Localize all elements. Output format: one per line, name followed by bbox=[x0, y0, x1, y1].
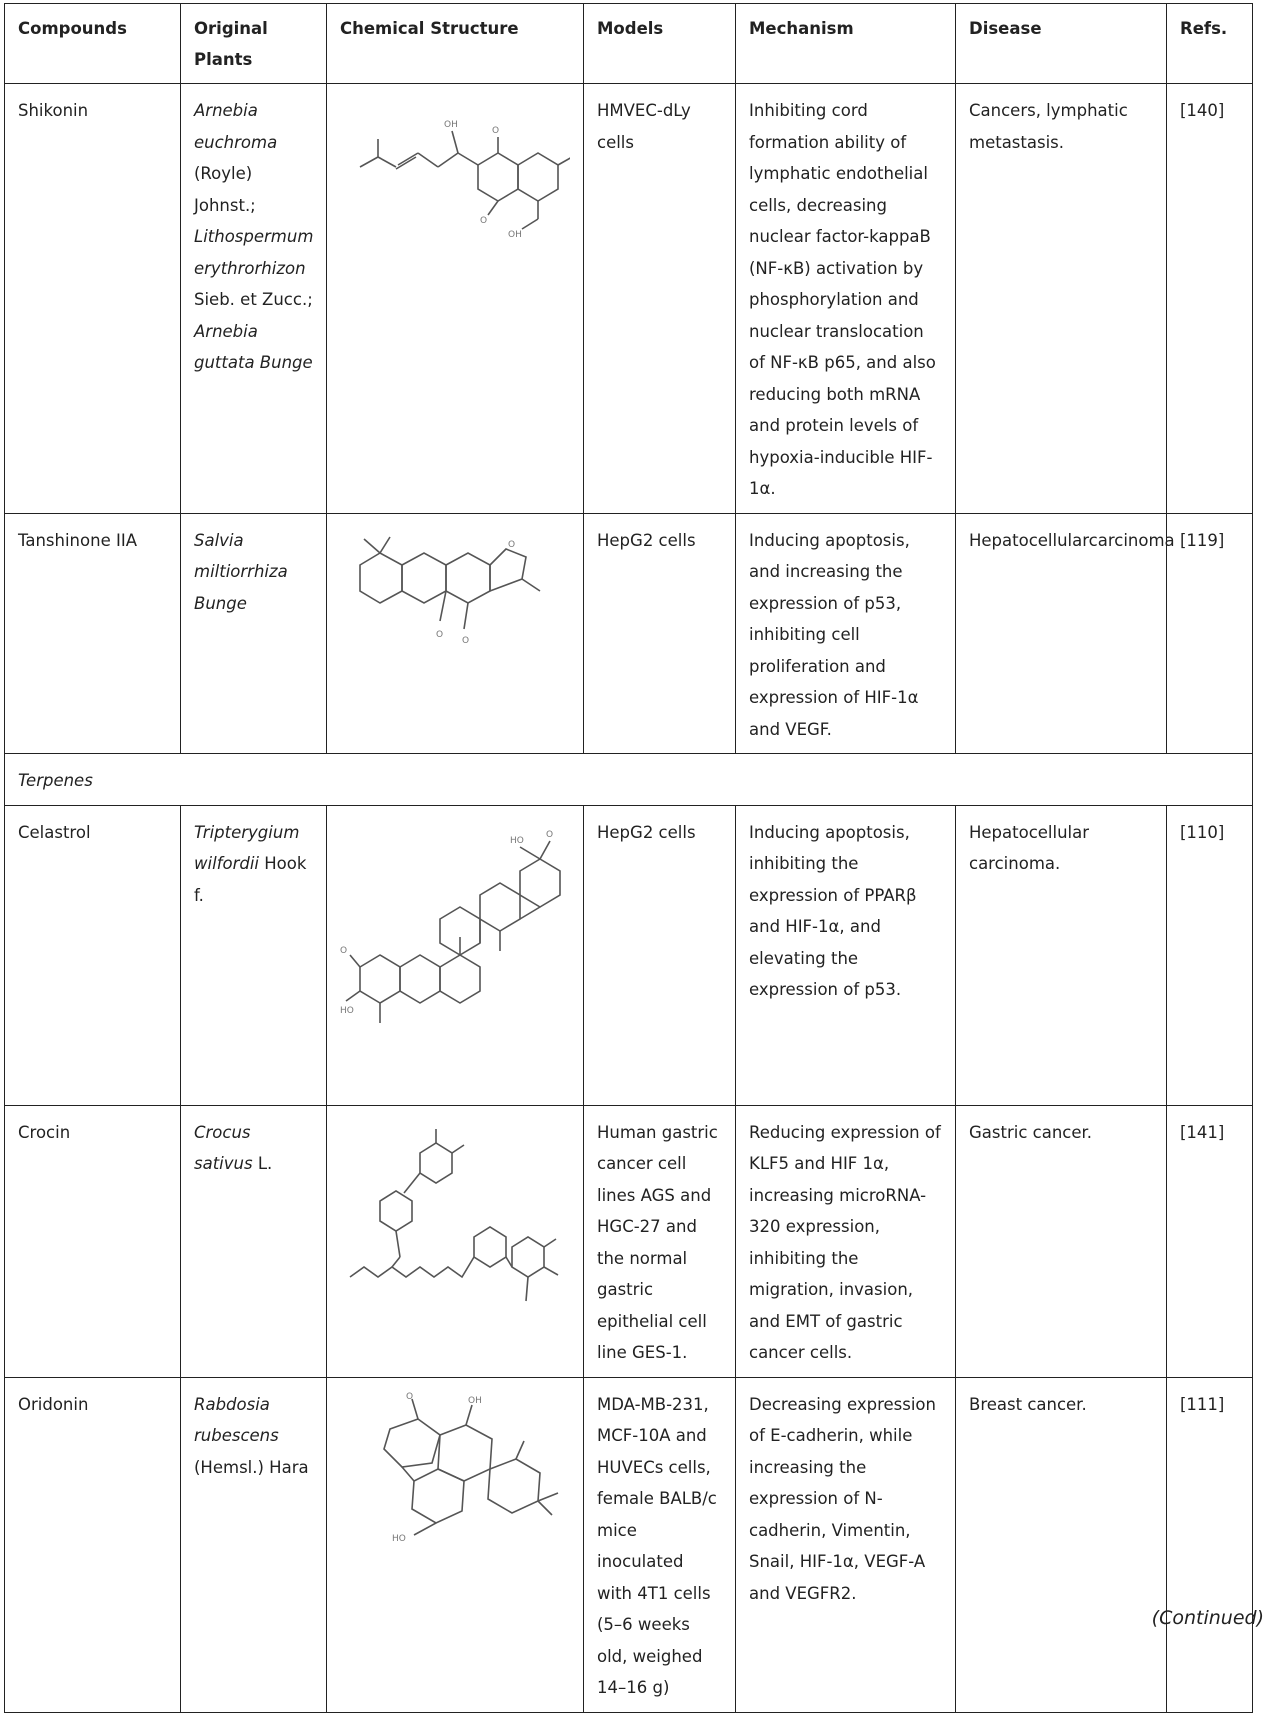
mechanism: Reducing expression of KLF5 and HIF 1α, increasing microRNA-320 expression, inhibiting the migration, invasion, and EMT of gastric cancer cells. bbox=[736, 1105, 956, 1377]
header-row bbox=[5, 4, 1253, 84]
models: HepG2 cells bbox=[584, 513, 736, 754]
compound-name: Shikonin bbox=[5, 84, 181, 514]
mechanism: Decreasing expression of E-cadherin, while increasing the expression of N-cadherin, Vimentin, Snail, HIF-1α, VEGF-A and VEGFR2. bbox=[736, 1377, 956, 1712]
table-row bbox=[5, 84, 1253, 514]
plant-species-name: Rabdosia rubescens bbox=[194, 1394, 279, 1445]
reference: [140] bbox=[1167, 84, 1253, 514]
compound-name: Celastrol bbox=[5, 805, 181, 1105]
plant-species-name: Crocus sativus bbox=[194, 1122, 253, 1173]
models: HepG2 cells bbox=[584, 805, 736, 1105]
svg-text:O: O bbox=[508, 539, 516, 550]
table-row bbox=[5, 1105, 1253, 1377]
svg-text:HO: HO bbox=[340, 1005, 354, 1016]
shikonin-structure-image bbox=[340, 95, 570, 245]
plant-species-name: Tripterygium wilfordii bbox=[194, 822, 300, 873]
svg-text:HO: HO bbox=[510, 835, 524, 846]
chemical-structure bbox=[327, 1105, 584, 1377]
chemical-structure bbox=[327, 805, 584, 1105]
disease: Hepatocellular carcinoma. bbox=[956, 805, 1167, 1105]
header-models: Models bbox=[584, 4, 736, 84]
disease: Hepatocellularcarcinoma bbox=[956, 513, 1167, 754]
compound-name: Oridonin bbox=[5, 1377, 181, 1712]
oridonin-structure-image bbox=[340, 1389, 570, 1559]
svg-text:O: O bbox=[546, 829, 554, 840]
continued-note: (Continued) bbox=[1151, 1607, 1264, 1629]
header-refs: Refs. bbox=[1167, 4, 1253, 84]
svg-text:O: O bbox=[340, 945, 348, 956]
mechanism: Inducing apoptosis, and increasing the expression of p53, inhibiting cell proliferation and expression of HIF-1α and VEGF. bbox=[736, 513, 956, 754]
models: Human gastric cancer cell lines AGS and HGC-27 and the normal gastric epithelial cell line GES-1. bbox=[584, 1105, 736, 1377]
header-disease: Disease bbox=[956, 4, 1167, 84]
mechanism: Inhibiting cord formation ability of lymphatic endothelial cells, decreasing nuclear factor-kappaB (NF-κB) activation by phosphorylation and nuclear translocation of NF-κB p65, and also reducing both mRNA and protein levels of hypoxia-inducible HIF-1α. bbox=[736, 84, 956, 514]
plant-authority-text: L. bbox=[252, 1154, 273, 1173]
original-plants bbox=[181, 805, 327, 1105]
section-row bbox=[5, 754, 1253, 806]
section-label: Terpenes bbox=[5, 754, 1253, 806]
svg-text:O: O bbox=[406, 1391, 414, 1402]
svg-text:OH: OH bbox=[444, 120, 458, 130]
table-row bbox=[5, 1377, 1253, 1712]
crocin-structure-image bbox=[340, 1117, 570, 1317]
models: MDA-MB-231, MCF-10A and HUVECs cells, female BALB/c mice inoculated with 4T1 cells (5–6 weeks old, weighed 14–16 g) bbox=[584, 1377, 736, 1712]
svg-text:O: O bbox=[480, 216, 488, 226]
reference: [119] bbox=[1167, 513, 1253, 754]
compound-name: Tanshinone IIA bbox=[5, 513, 181, 754]
reference: [141] bbox=[1167, 1105, 1253, 1377]
header-mechanism: Mechanism bbox=[736, 4, 956, 84]
celastrol-structure-image bbox=[340, 817, 570, 1047]
header-original-plants: Original Plants bbox=[181, 4, 327, 84]
models: HMVEC-dLy cells bbox=[584, 84, 736, 514]
reference: [111] bbox=[1167, 1377, 1253, 1712]
chemical-structure bbox=[327, 1377, 584, 1712]
svg-text:OH: OH bbox=[468, 1395, 482, 1406]
svg-text:O: O bbox=[492, 126, 500, 136]
svg-text:HO: HO bbox=[392, 1533, 406, 1544]
disease: Breast cancer. bbox=[956, 1377, 1167, 1712]
plant-species-name: Lithospermum erythrorhizon bbox=[194, 227, 314, 278]
plant-authority-text: Sieb. et Zucc.; bbox=[194, 290, 313, 309]
table-row bbox=[5, 805, 1253, 1105]
mechanism: Inducing apoptosis, inhibiting the expression of PPARβ and HIF-1α, and elevating the expression of p53. bbox=[736, 805, 956, 1105]
plant-species-name: Salvia miltiorrhiza Bunge bbox=[194, 530, 288, 613]
plant-authority-text: Hook f. bbox=[194, 854, 307, 905]
disease: Cancers, lymphatic metastasis. bbox=[956, 84, 1167, 514]
original-plants bbox=[181, 1105, 327, 1377]
disease: Gastric cancer. bbox=[956, 1105, 1167, 1377]
plant-authority-text: (Hemsl.) Hara bbox=[194, 1457, 309, 1477]
svg-text:O: O bbox=[462, 635, 470, 646]
original-plants bbox=[181, 1377, 327, 1712]
header-chemical-structure: Chemical Structure bbox=[327, 4, 584, 84]
chemical-structure bbox=[327, 513, 584, 754]
plant-species-name: Arnebia guttata Bunge bbox=[194, 321, 313, 372]
svg-text:OH: OH bbox=[508, 230, 522, 240]
header-compounds: Compounds bbox=[5, 4, 181, 84]
reference: [110] bbox=[1167, 805, 1253, 1105]
plant-authority-text: (Royle) Johnst.; bbox=[194, 164, 256, 215]
chemical-structure bbox=[327, 84, 584, 514]
compound-name: Crocin bbox=[5, 1105, 181, 1377]
compounds-table bbox=[4, 3, 1253, 1713]
plant-species-name: Arnebia euchroma bbox=[194, 101, 278, 152]
svg-text:O: O bbox=[436, 629, 444, 640]
table-row bbox=[5, 513, 1253, 754]
original-plants bbox=[181, 84, 327, 514]
tanshinone-structure-image bbox=[340, 525, 570, 655]
original-plants bbox=[181, 513, 327, 754]
